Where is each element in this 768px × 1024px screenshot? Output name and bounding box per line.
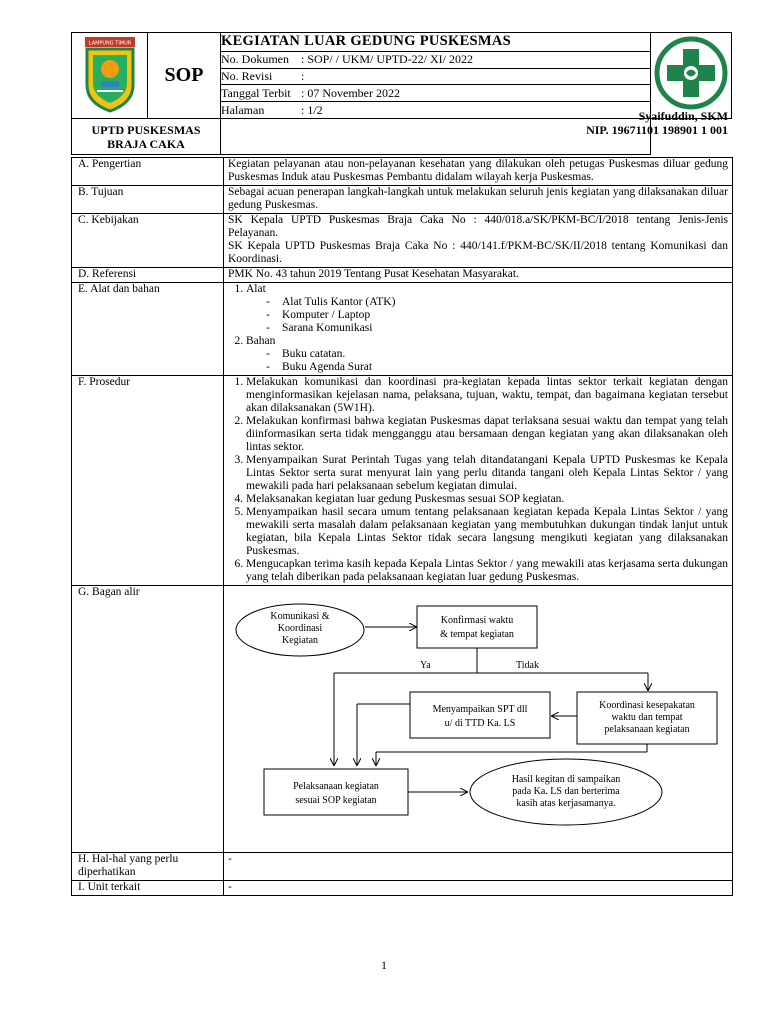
node-hasil-line2: pada Ka. LS dan berterima bbox=[512, 786, 620, 797]
node-spt bbox=[410, 692, 550, 738]
procedure-step: 5. Menyampaikan hasil secara umum tentang pelaksanaan kegiatan kepada Kepala Lintas Sektor / yang mewakili serta masalah dalam pelaksanaan kegiatan yang membutuhkan dukungan tindak lanjut untuk kegiatan, bila Kepala Lintas Sektor tidak secara langsung mengikuti kegiatan yang dilaksanakan Puskesmas. bbox=[246, 506, 728, 558]
puskesmas-logo-icon bbox=[653, 35, 729, 111]
page-number: 1 bbox=[381, 958, 387, 972]
node-spt-line2: u/ di TTD Ka. LS bbox=[444, 718, 516, 729]
node-konfirmasi-line2: & tempat kegiatan bbox=[440, 629, 514, 640]
procedure-step: 4. Melaksanakan kegiatan luar gedung Puskesmas sesuai SOP kegiatan. bbox=[246, 493, 728, 506]
node-pelaksanaan bbox=[264, 769, 408, 815]
node-koordinasi-line3: pelaksanaan kegiatan bbox=[604, 724, 690, 735]
section-text-tujuan: Sebagai acuan penerapan langkah-langkah untuk melakukan seluruh jenis kegiatan yang dilaksanakan diluar gedung Puskesmas. bbox=[224, 186, 733, 214]
document-title: KEGIATAN LUAR GEDUNG PUSKESMAS bbox=[221, 33, 651, 52]
health-logo-cell bbox=[651, 33, 732, 119]
section-label-kebijakan: C. Kebijakan bbox=[72, 214, 224, 268]
section-label-pengertian: A. Pengertian bbox=[72, 158, 224, 186]
section-text-referensi: PMK No. 43 tahun 2019 Tentang Pusat Kesehatan Masyarakat. bbox=[224, 268, 733, 283]
procedure-step: 2. Melakukan konfirmasi bahwa kegiatan Puskesmas dapat terlaksana sesuai waktu dan tempat yang telah diinformasikan serta tidak mengganggu atau bersamaan dengan kegiatan yang akan dilaksanakan oleh lintas sektor. bbox=[246, 415, 728, 454]
node-koordinasi-line1: Koordinasi kesepakatan bbox=[599, 700, 695, 711]
list-item: 1. Alat - Alat Tulis Kantor (ATK) - Komputer / Laptop - Sarana Komunikasi bbox=[246, 283, 728, 335]
section-label-alat: E. Alat dan bahan bbox=[72, 283, 224, 376]
node-komunikasi-line2: Koordinasi bbox=[277, 623, 323, 634]
section-label-referensi: D. Referensi bbox=[72, 268, 224, 283]
section-text-alat bbox=[224, 283, 733, 376]
list-item: - Sarana Komunikasi bbox=[266, 322, 728, 335]
sop-body-table bbox=[71, 157, 733, 896]
page-row: Halaman : 1/2 bbox=[221, 102, 651, 119]
list-item: - Alat Tulis Kantor (ATK) bbox=[266, 296, 728, 309]
revision-row: No. Revisi : bbox=[221, 68, 651, 85]
node-pelaksanaan-line1: Pelaksanaan kegiatan bbox=[293, 781, 379, 792]
section-text-kebijakan: SK Kepala UPTD Puskesmas Braja Caka No : 440/018.a/SK/PKM-BC/I/2018 tentang Jenis-Jenis Pelayanan. SK Kepala UPTD Puskesmas Braja Caka No : 440/141.f/PKM-BC/SK/II/2018 tentang Komunikasi dan Koordinasi. bbox=[224, 214, 733, 268]
list-item: - Buku catatan. bbox=[266, 348, 728, 361]
list-item: 2. Bahan - Buku catatan. - Buku Agenda Surat bbox=[246, 335, 728, 374]
section-text-prosedur bbox=[224, 376, 733, 586]
signer-block: Syaifuddin, SKM NIP. 19671101 198901 1 001 bbox=[586, 109, 728, 137]
doc-number-row: No. Dokumen : SOP/ / UKM/ UPTD-22/ XI/ 2022 bbox=[221, 51, 651, 68]
node-pelaksanaan-line2: sesuai SOP kegiatan bbox=[295, 795, 377, 806]
node-konfirmasi bbox=[417, 606, 537, 648]
issue-date-row: Tanggal Terbit : 07 November 2022 bbox=[221, 85, 651, 102]
list-item: - Komputer / Laptop bbox=[266, 309, 728, 322]
flowchart-cell bbox=[224, 586, 733, 853]
section-label-prosedur: F. Prosedur bbox=[72, 376, 224, 586]
district-logo-icon bbox=[79, 33, 141, 113]
logo-cell bbox=[72, 33, 148, 119]
list-item: - Buku Agenda Surat bbox=[266, 361, 728, 374]
node-komunikasi-line1: Komunikasi & bbox=[270, 611, 330, 622]
section-text-hal: - bbox=[224, 853, 733, 881]
node-konfirmasi-line1: Konfirmasi waktu bbox=[440, 615, 514, 626]
node-komunikasi-line3: Kegiatan bbox=[281, 635, 319, 646]
node-koordinasi-line2: waktu dan tempat bbox=[611, 712, 683, 723]
sop-label: SOP bbox=[148, 33, 221, 119]
label-tidak: Tidak bbox=[516, 660, 539, 671]
unit-name: UPTD PUSKESMAS BRAJA CAKA bbox=[72, 119, 221, 155]
node-spt-line1: Menyampaikan SPT dll bbox=[432, 704, 528, 715]
procedure-step: 3. Menyampaikan Surat Perintah Tugas yang telah ditandatangani Kepala UPTD Puskesmas ke Kepala Lintas Sektor serta surat menyurat lain yang perlu ditanda tangani oleh Kepala Lintas Sektor / yang mewakili pada hari pelaksanaan sebelum kegiatan dimulai. bbox=[246, 454, 728, 493]
section-text-pengertian: Kegiatan pelayanan atau non-pelayanan kesehatan yang dilakukan oleh petugas Puskesmas diluar gedung Puskesmas Induk atau Puskesmas Pembantu didalam wilayah kerja Puskesmas. bbox=[224, 158, 733, 186]
section-label-hal: H. Hal-hal yang perlu diperhatikan bbox=[72, 853, 224, 881]
node-hasil-line1: Hasil kegitan di sampaikan bbox=[511, 774, 621, 785]
section-label-bagan: G. Bagan alir bbox=[72, 586, 224, 853]
flowchart bbox=[224, 586, 731, 848]
section-label-unit: I. Unit terkait bbox=[72, 881, 224, 896]
procedure-step: 6. Mengucapkan terima kasih kepada Kepala Lintas Sektor / yang mewakili atas kerjasama serta dukungan yang telah diberikan pada pelaksanaan kegiatan luar gedung Puskesmas. bbox=[246, 558, 728, 584]
svg-text:LAMPUNG TIMUR: LAMPUNG TIMUR bbox=[88, 40, 131, 47]
label-ya: Ya bbox=[420, 660, 431, 671]
node-hasil-line3: kasih atas kerjasamanya. bbox=[516, 798, 616, 809]
procedure-step: 1. Melakukan komunikasi dan koordinasi pra-kegiatan kepada lintas sektor terkait kegiatan dengan menginformasikan kejelasan nama, pelaksana, tujuan, waktu, tempat, dan bagaimana kegiatan tersebut akan dilaksanakan (5W1H). bbox=[246, 376, 728, 415]
section-label-tujuan: B. Tujuan bbox=[72, 186, 224, 214]
section-text-unit: - bbox=[224, 881, 733, 896]
